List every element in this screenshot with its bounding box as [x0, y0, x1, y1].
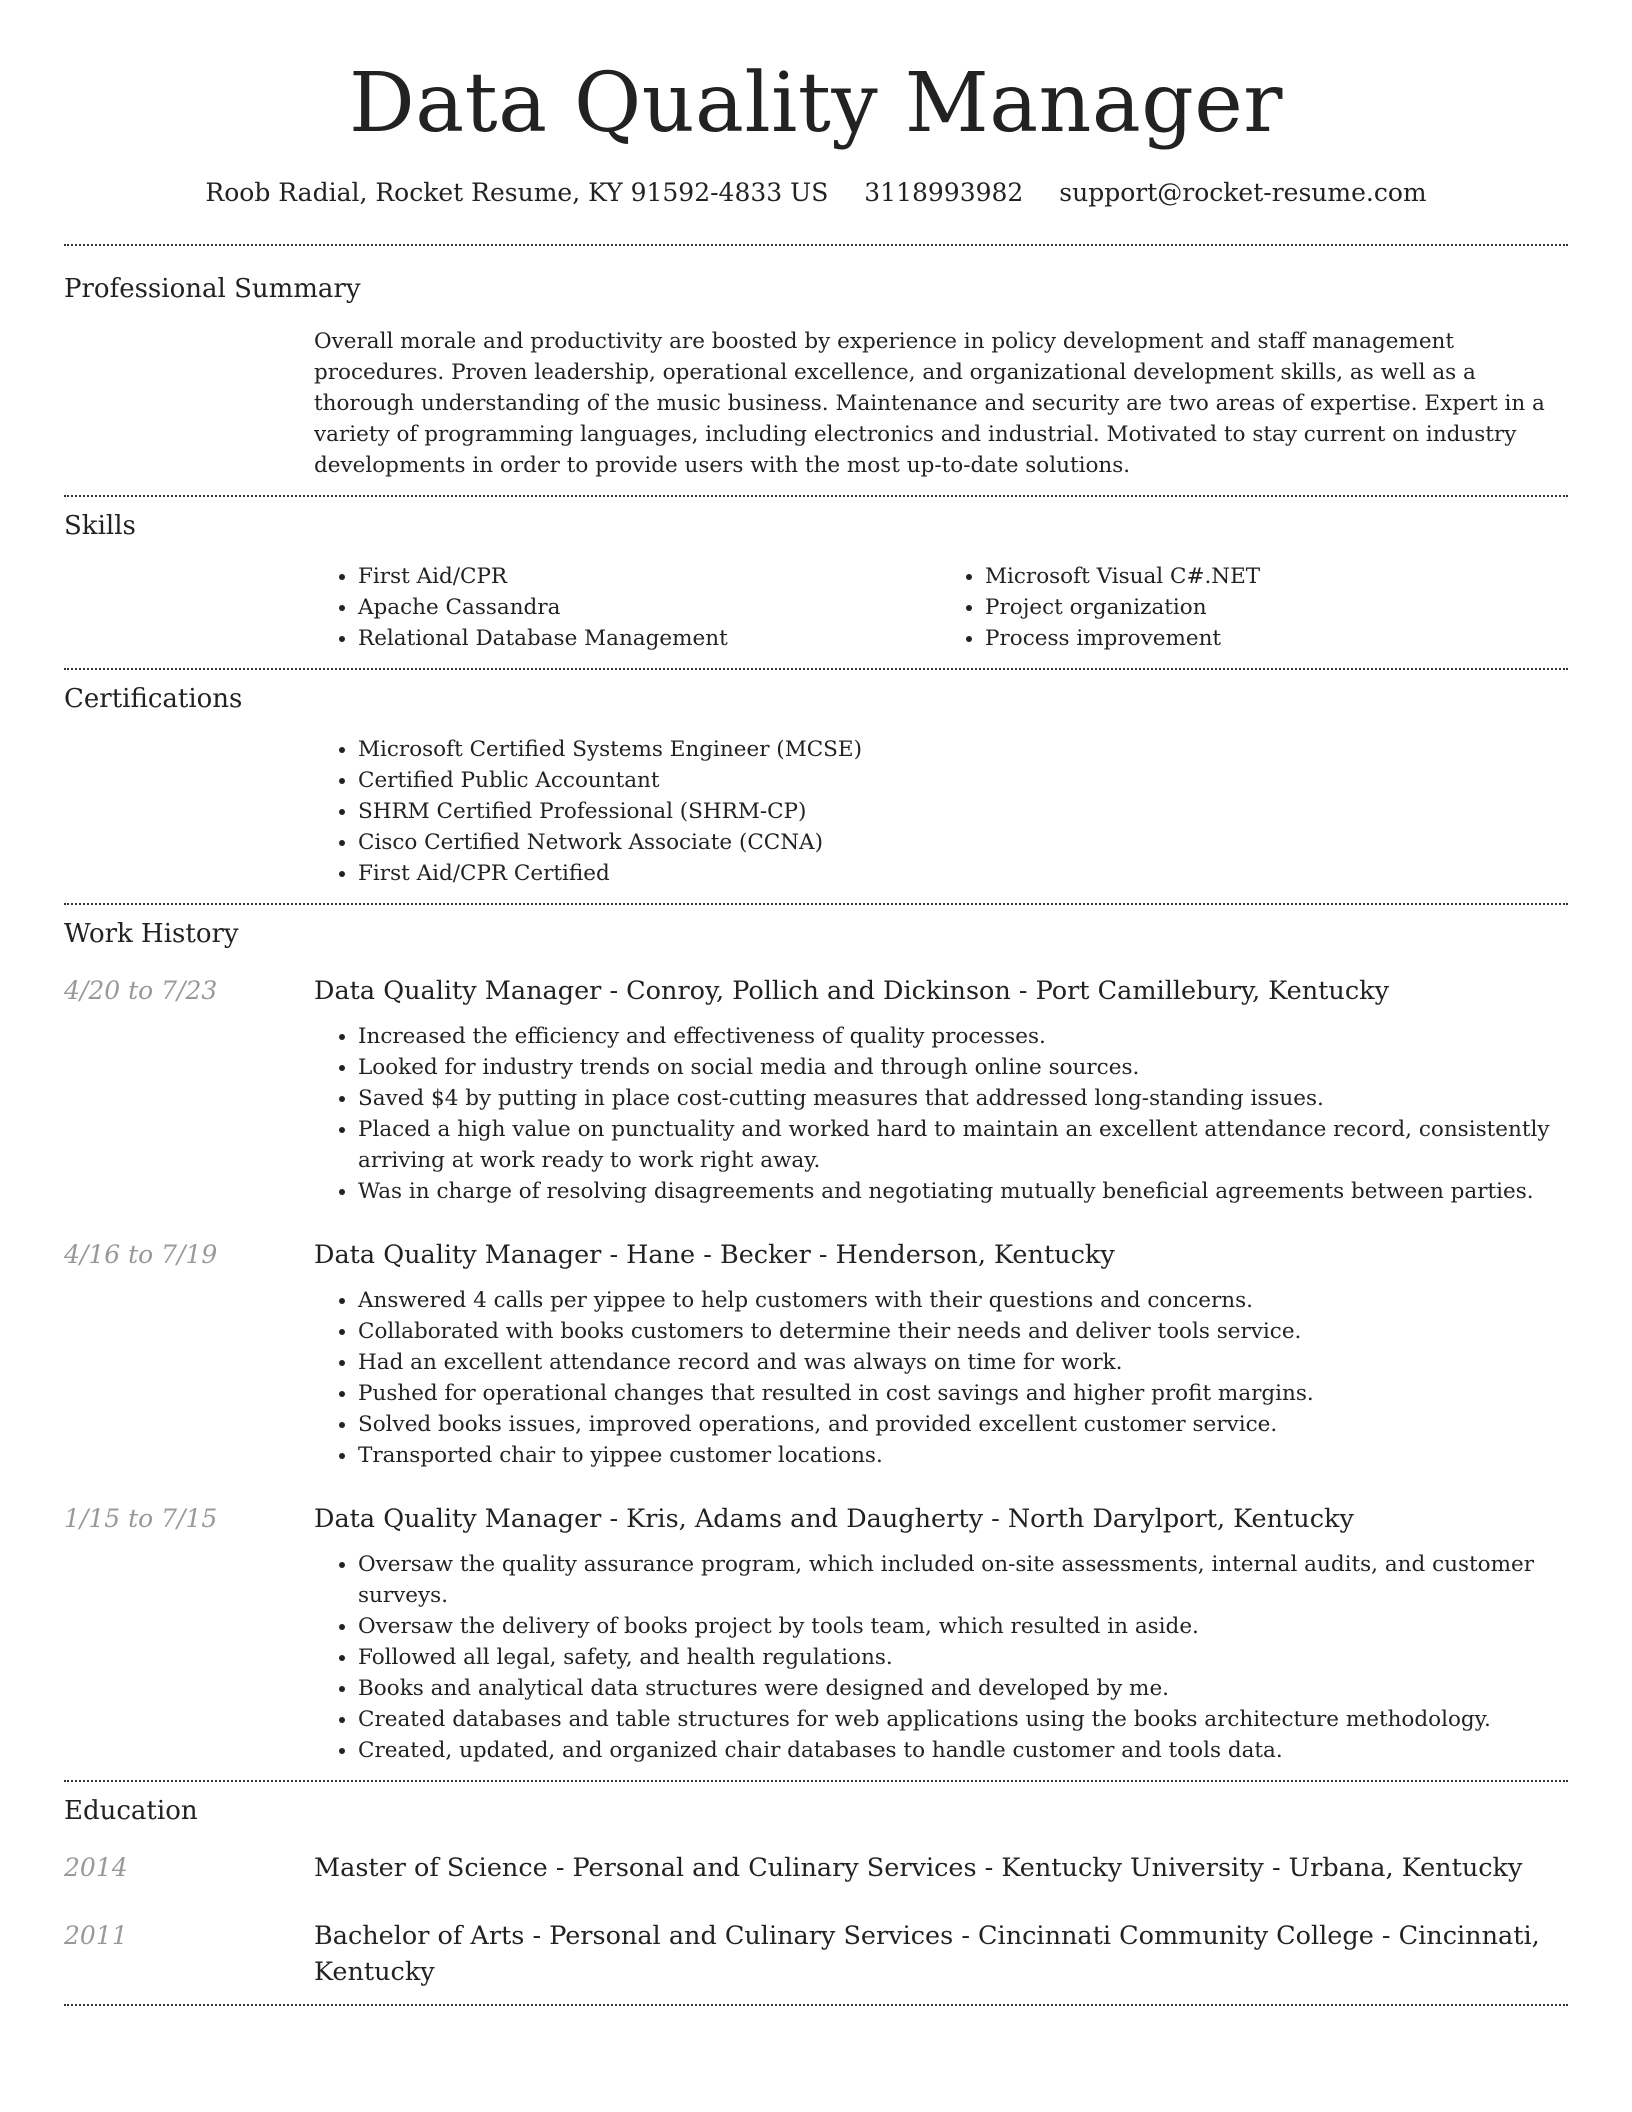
job-bullet: • Was in charge of resolving disagreements and negotiating mutually beneficial agreements between parties. — [358, 1176, 1568, 1207]
job-body — [314, 1237, 1568, 1471]
skill-item: • Project organization — [985, 592, 1568, 623]
job-entry — [64, 1237, 1568, 1471]
divider — [64, 2004, 1568, 2006]
job-entry — [64, 1501, 1568, 1766]
job-bullet: • Had an excellent attendance record and was always on time for work. — [358, 1347, 1568, 1378]
education-degree: Master of Science - Personal and Culinary Services - Kentucky University - Urbana, Kentucky — [314, 1853, 1523, 1883]
contact-email: support@rocket-resume.com — [1059, 178, 1427, 207]
summary-content — [314, 326, 1568, 481]
job-bullet: • Transported chair to yippee customer locations. — [358, 1440, 1568, 1471]
job-dates: 4/20 to 7/23 — [64, 976, 218, 1005]
education-body — [314, 1850, 1568, 1886]
certification-item: • SHRM Certified Professional (SHRM-CP) — [358, 796, 1568, 827]
job-dates: 1/15 to 7/15 — [64, 1504, 218, 1533]
job-bullet: • Saved $4 by putting in place cost-cutting measures that addressed long-standing issues. — [358, 1083, 1568, 1114]
skill-item: • Apache Cassandra — [358, 592, 941, 623]
contact-phone: 3118993982 — [864, 178, 1024, 207]
certification-item: • Microsoft Certified Systems Engineer (MCSE) — [358, 734, 1568, 765]
section-heading-education: Education — [64, 1796, 198, 1826]
skill-item: • Microsoft Visual C#.NET — [985, 561, 1568, 592]
section-skills — [64, 497, 1568, 668]
job-bullet: • Books and analytical data structures were designed and developed by me. — [358, 1673, 1568, 1704]
job-bullet: • Increased the efficiency and effectiveness of quality processes. — [358, 1021, 1568, 1052]
job-bullets — [314, 1285, 1568, 1471]
skills-list-left — [314, 561, 941, 654]
job-bullet: • Looked for industry trends on social media and through online sources. — [358, 1052, 1568, 1083]
section-summary — [64, 246, 1568, 495]
education-entry — [64, 1850, 1568, 1886]
job-bullet: • Pushed for operational changes that resulted in cost savings and higher profit margins. — [358, 1378, 1568, 1409]
job-title: Data Quality Manager - Kris, Adams and Daugherty - North Darylport, Kentucky — [314, 1504, 1354, 1534]
job-bullet: • Oversaw the delivery of books project by tools team, which resulted in aside. — [358, 1611, 1568, 1642]
education-entry — [64, 1918, 1568, 1990]
education-body — [314, 1918, 1568, 1990]
certifications-content — [314, 734, 1568, 889]
job-bullet: • Oversaw the quality assurance program, which included on-site assessments, internal audits, and customer surveys. — [358, 1549, 1568, 1611]
job-title: Data Quality Manager - Conroy, Pollich and Dickinson - Port Camillebury, Kentucky — [314, 976, 1389, 1006]
skills-grid — [314, 561, 1568, 654]
skill-item: • Process improvement — [985, 623, 1568, 654]
skill-item: • First Aid/CPR — [358, 561, 941, 592]
job-dates: 4/16 to 7/19 — [64, 1240, 218, 1269]
job-entry — [64, 973, 1568, 1207]
job-bullets — [314, 1549, 1568, 1766]
job-body — [314, 973, 1568, 1207]
job-title: Data Quality Manager - Hane - Becker - Henderson, Kentucky — [314, 1240, 1115, 1270]
certification-item: • Cisco Certified Network Associate (CCNA) — [358, 827, 1568, 858]
skills-list-right — [941, 561, 1568, 654]
section-heading-work: Work History — [64, 919, 239, 949]
section-work-history — [64, 905, 1568, 1780]
contact-address: Roob Radial, Rocket Resume, KY 91592-4833 US — [205, 178, 829, 207]
job-bullet: • Followed all legal, safety, and health regulations. — [358, 1642, 1568, 1673]
section-heading-skills: Skills — [64, 511, 136, 541]
education-degree: Bachelor of Arts - Personal and Culinary Services - Cincinnati Community College - Cincinnati, Kentucky — [314, 1921, 1540, 1987]
job-body — [314, 1501, 1568, 1766]
summary-text: Overall morale and productivity are boosted by experience in policy development and staff management procedures. Proven leadership, operational excellence, and organizational development skills, as well as a thorough understanding of the music business. Maintenance and security are two areas of expertise. Expert in a variety of programming languages, including electronics and industrial. Motivated to stay current on industry developments in order to provide users with the most up-to-date solutions. — [314, 329, 1545, 478]
job-bullet: • Solved books issues, improved operations, and provided excellent customer service. — [358, 1409, 1568, 1440]
certification-item: • Certified Public Accountant — [358, 765, 1568, 796]
contact-line — [64, 176, 1568, 210]
job-bullet: • Placed a high value on punctuality and worked hard to maintain an excellent attendance record, consistently arriving at work ready to work right away. — [358, 1114, 1568, 1176]
education-year: 2014 — [64, 1853, 128, 1882]
job-bullet: • Created databases and table structures for web applications using the books architecture methodology. — [358, 1704, 1568, 1735]
job-bullet: • Created, updated, and organized chair databases to handle customer and tools data. — [358, 1735, 1568, 1766]
section-heading-certifications: Certifications — [64, 684, 243, 714]
certifications-list — [314, 734, 1568, 889]
job-bullets — [314, 1021, 1568, 1207]
section-certifications — [64, 670, 1568, 903]
job-bullet: • Collaborated with books customers to determine their needs and deliver tools service. — [358, 1316, 1568, 1347]
education-year: 2011 — [64, 1921, 128, 1950]
section-education — [64, 1782, 1568, 2004]
certification-item: • First Aid/CPR Certified — [358, 858, 1568, 889]
job-bullet: • Answered 4 calls per yippee to help customers with their questions and concerns. — [358, 1285, 1568, 1316]
skill-item: • Relational Database Management — [358, 623, 941, 654]
page-title: Data Quality Manager — [348, 56, 1284, 151]
section-heading-summary: Professional Summary — [64, 274, 361, 304]
